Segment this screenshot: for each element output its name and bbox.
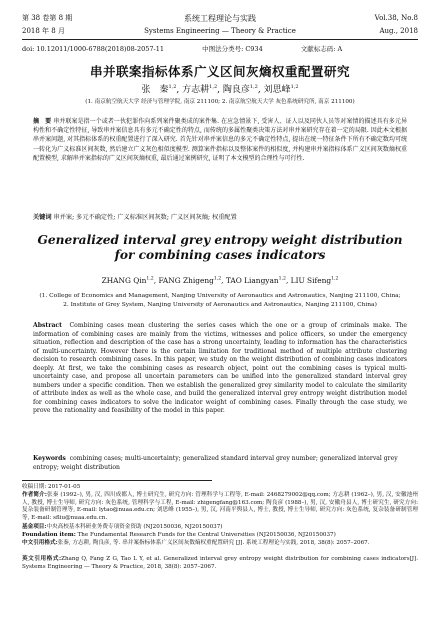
abstract-zh-text: 串并联案是指一个或者一伙犯罪作向系列案件聚类成的案件集. 在应急情景下, 受害人、证人以及同伙人员等对案情的描述具有多元异构性和不确定性特征, 导致串并案信息具有多元不确定性的特点, 而传统的多属性聚类决策方法对串并案研究存在着一定的局限. 因此本文根据串并案问题, 对其指标体系的权重配置进行了深入研究. 首先针对串并案信息的多元不确定性特点, 提出在统一特征条件下所有不确定数均可统一转化为广义标准区间灰数, 然后建立广义灰色相似度模型. 测算案件指标以及整体案件的相似度, 并构建串并案指标体系广义区间灰数熵权重配置模型, 求解串并案指标的广义区间灰熵权重, 最后通过案例研究, 证明了本文模型的合理性与可行性.	[33, 118, 407, 162]
header-rule	[22, 39, 418, 40]
abstract-zh	[33, 117, 407, 163]
volume-zh: 第 38 卷第 8 期	[22, 14, 73, 22]
author-en: TAO Liangyan	[225, 276, 279, 285]
journal-en: Systems Engineering — Theory & Practice	[144, 27, 296, 35]
affiliation-zh: (1. 南京航空航天大学 经济与管理学院, 南京 211100; 2. 南京航空航天大学 灰色系统研究所, 南京 211100)	[85, 99, 355, 105]
journal-zh: 系统工程理论与实践	[184, 14, 256, 23]
abstract-en-label: Abstract	[33, 322, 62, 329]
author-en: ZHANG Qin	[101, 276, 147, 285]
clc-number: 中图法分类号: C934	[202, 45, 263, 53]
footnote-received: 收稿日期: 2017-01-05	[22, 484, 81, 490]
title-en: Generalized interval grey entropy weight distribution for combining cases indicators	[37, 233, 403, 262]
keywords-zh	[33, 213, 407, 222]
title-zh: 串并联案指标体系广义区间灰熵权重配置研究	[89, 64, 350, 79]
keywords-en	[33, 455, 407, 472]
affiliation-en-1: (1. College of Economics and Management, Nanjing University of Aeronautics and Astronautics, Nanjing 211100, China;	[39, 293, 401, 299]
keywords-zh-text: 串并案; 多元不确定性; 广义标准区间灰数; 广义区间灰熵; 权重配置	[53, 214, 237, 221]
footnote-fund-zh: 基金项目:中央高校基本科研业务费专项资金资助 (NJ20150036, NJ20150037)	[22, 524, 223, 530]
author-en: LIU Sifeng	[290, 276, 332, 285]
keywords-en-label: Keywords	[33, 455, 66, 462]
author-zh: 张 秦	[141, 85, 169, 95]
date-en: Aug., 2018	[379, 27, 418, 35]
keywords-zh-label: 关键词	[33, 214, 52, 221]
affiliation-en	[20, 292, 420, 309]
authors-en: ZHANG Qin$^{1,2}$, FANG Zhigeng$^{1,2}$, TAO Liangyan$^{1,2}$, LIU Sifeng$^{1,2}$	[101, 276, 339, 285]
author-zh: 陶良彦	[222, 85, 250, 95]
footnote-cite-en: 英文引用格式:Zhang Q, Fang Z G, Tao L Y, et al. Generalized interval grey entropy weight distribution for combining cases indicators[J]. Systems Engineering — Theory & Practice, 2018, 38(8): 2057–2067.	[22, 556, 418, 570]
footnote-fund-en: Foundation item: The Fundamental Research Funds for the Central Universities (NJ20150036, NJ20150037)	[22, 532, 336, 538]
footnote-cite-zh: 中文引用格式:张秦, 方志耕, 陶良彦, 等. 串并案指标体系广义区间灰数熵权重配置研究 [J]. 系统工程理论与实践, 2018, 38(8): 2057–2067.	[22, 540, 370, 546]
document-code: 文献标志码: A	[300, 45, 343, 53]
authors-zh: 张 秦$^{1,2}$, 方志耕$^{1,2}$, 陶良彦$^{1,2}$, 刘思峰$^{1,2}$	[141, 84, 299, 95]
keywords-en-text: combining cases; multi-uncertainty; generalized standard interval grey number; generalized interval grey entropy; weight distribution	[33, 455, 398, 471]
footnote-author-info: 作者简介:张秦 (1992–), 男, 汉, 四川成都人, 博士研究生, 研究方向: 管理科学与工程等, E-mail: 2468279002@qq.com; 方志耕 (1962–), 男, 汉, 安徽池州人, 教授, 博士生导师, 研究方向: 灰色系统, 管理科学与工程, E-mail: zhigengfang@163.com; 陶良彦 (1988–), 男, 汉, 安徽舟县人, 博士研究生, 研究方向: 复杂装备研制管理等, E-mail: lytao@nuaa.edu.cn; 刘思峰 (1955–), 男, 汉, 河南平舆县人, 博士, 教授, 博士生导师, 研究方向: 灰色系统, 复杂装备研制管理等, E-mail: sfliu@nuaa.edu.cn.	[22, 492, 418, 521]
volume-en: Vol.38, No.8	[374, 14, 418, 22]
author-zh: 刘思峰	[263, 85, 291, 95]
abstract-en-text: Combining cases mean clustering the series cases which the one or a group of criminals make. The information of combining cases are mainly from the victims, witnesses and police officers, so under the emergency situation, reflection and description of the case has a strong uncertainty, leading to information has the characteristics of multi-uncertainty. However there is the certain limitation for traditional method of multiple attribute clustering decision to research combining cases. In this paper, we study on the weight distribution of combining cases indicators deeply. At first, we take the combining cases as research object, point out the combining cases is typical multi-uncertainty case, and propose all uncertain parameters can be unified into the generalized standard interval grey numbers under a specific condition. Then we establish the generalized grey similarity model to calculate the similarity of attribute index as well as the whole case, and build the generalized interval grey entropy weight distribution model for combining cases indicators to solve the indicator weight of combining cases. Finally through the case study, we prove the rationality and feasibility of the model in this paper.	[33, 322, 407, 415]
author-zh: 方志耕	[182, 85, 210, 95]
date-zh: 2018 年 8 月	[22, 27, 65, 35]
doi: doi: 10.12011/1000-6788(2018)08-2057-11	[22, 45, 164, 53]
affiliation-en-2: 2. Institute of Grey System, Nanjing University of Aeronautics and Astronautics, Nanjing 211100, China)	[63, 301, 377, 308]
footnote-rule	[22, 480, 212, 481]
abstract-zh-label: 摘 要	[33, 118, 52, 125]
author-en: FANG Zhigeng	[158, 276, 214, 285]
article-meta	[22, 45, 418, 53]
abstract-en	[33, 322, 407, 416]
